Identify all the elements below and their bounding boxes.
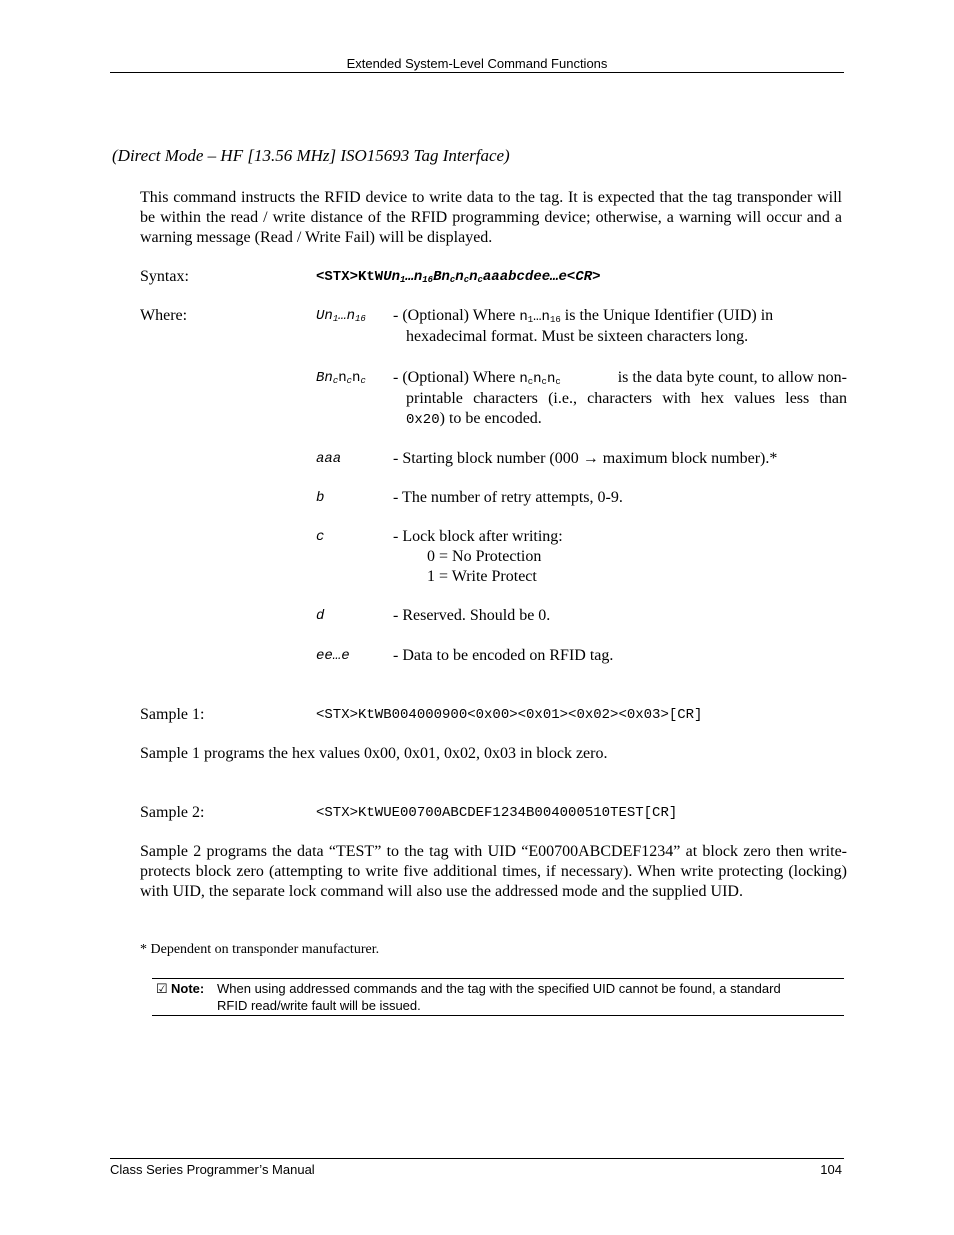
param-uid-code: $Un_1\dots n_{16}$ — [316, 308, 366, 324]
note-label: Note: — [171, 981, 205, 996]
param-d-desc: - Reserved. Should be 0. — [393, 607, 551, 624]
intro-paragraph: This command instructs the RFID device to write data to the tag. It is expected that the tag transponder will be within the read / write distance of the RFID programming device; otherwise, a warning will occur and a warning message (Read / Write Fail) will be displayed. — [140, 189, 842, 246]
param-aaa-desc: - Starting block number (000 → maximum block number).* — [393, 450, 778, 467]
footer-rule — [110, 1158, 844, 1159]
header-rule — [110, 72, 844, 73]
param-d-code: d — [316, 608, 325, 624]
footer-manual-title: Class Series Programmer’s Manual — [110, 1162, 315, 1177]
sample2-label: Sample 2: — [140, 804, 205, 821]
note-checkbox-icon: ☑ — [156, 981, 168, 996]
section-title: (Direct Mode – HF [13.56 MHz] ISO15693 Tag Interface) — [112, 146, 510, 165]
param-aaa-code: aaa — [316, 451, 342, 467]
param-c-code: c — [316, 529, 325, 545]
param-b-desc: - The number of retry attempts, 0-9. — [393, 489, 623, 506]
param-count-code: $Bn_cn_cn_c$ — [316, 370, 366, 386]
sample2-code: <STX>KtWUE00700ABCDEF1234B004000510TEST[CR] — [316, 805, 678, 821]
sample2-explanation: Sample 2 programs the data “TEST” to the tag with UID “E00700ABCDEF1234” at block zero then write-protects block zero (attempting to write five additional times, if necessary). When write protecting (locking) with UID, the separate lock command will also use the addressed mode and the supplied UID. — [140, 843, 847, 900]
param-count-desc: - (Optional) Where $n_cn_cn_c$ is the data byte count, to allow non- printable characters (i.e., characters with hex values less than 0x20) to be encoded. — [393, 369, 847, 428]
param-uid-desc: - (Optional) Where $n_1\dots n_{16}$ is the Unique Identifier (UID) in hexadecimal format. Must be sixteen characters long. — [393, 307, 774, 345]
syntax-label: Syntax: — [140, 268, 189, 285]
option-no-protection: 0 = No Protection — [427, 548, 542, 565]
footnote: * Dependent on transponder manufacturer. — [140, 942, 380, 957]
sample1-explanation: Sample 1 programs the hex values 0x00, 0x01, 0x02, 0x03 in block zero. — [140, 745, 608, 762]
note-bottom-rule — [152, 1015, 844, 1016]
option-write-protect: 1 = Write Protect — [427, 568, 537, 585]
syntax-command: $<STX>KtWUn_1\dots n_{16}Bn_cn_cn_caaabcdee\dots e<CR>$ — [316, 269, 601, 285]
page-number: 104 — [820, 1162, 842, 1177]
running-header: Extended System-Level Command Functions — [346, 56, 608, 71]
note-top-rule — [152, 978, 844, 979]
param-b-code: b — [316, 490, 325, 506]
sample1-label: Sample 1: — [140, 706, 205, 723]
param-ee-desc: - Data to be encoded on RFID tag. — [393, 647, 614, 664]
sample1-code: <STX>KtWB004000900<0x00><0x01><0x02><0x03>[CR] — [316, 707, 703, 723]
param-ee-code: ee…e — [316, 648, 350, 664]
param-c-desc: - Lock block after writing: 0 = No Protection 1 = Write Protect — [393, 528, 563, 585]
where-label: Where: — [140, 307, 188, 324]
note-text: When using addressed commands and the tag with the specified UID cannot be found, a standard RFID read/write fault will be issued. — [217, 981, 781, 1013]
